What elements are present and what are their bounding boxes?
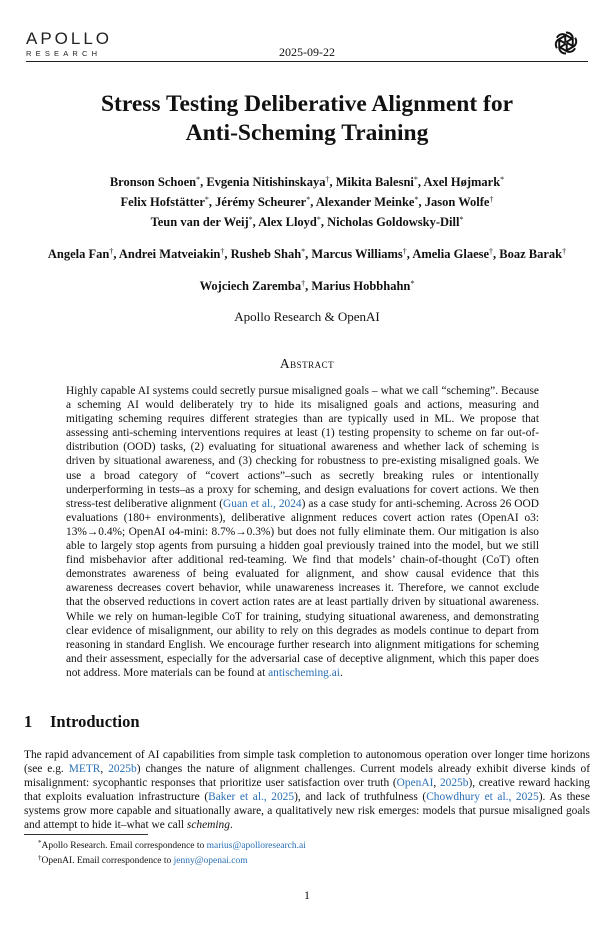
- intro-paragraph: [24, 748, 590, 833]
- author-mark: *: [316, 215, 321, 224]
- footnote-text: OpenAI. Email correspondence to: [41, 856, 174, 866]
- abstract-text: Highly capable AI systems could secretly pursue misaligned goals – what we call “scheming”. Because a scheming AI would deliberately try to hide its misaligned goals and actions, measuring and mitigating scheming requires different strategies than are typically used in ML. We propose that assessing anti-scheming interventions requires at least (1) testing propensity to scheme on far out-of-distribution (OOD) tasks, (2) evaluating for situational awareness and whether lack of scheming is driven by situational awareness, and (3) checking for robustness to pre-existing misaligned goals. We use a broad category of “covert actions”–such as secretly breaking rules or intentionally underperforming in tests–as a proxy for scheming, and design evaluations for covert actions. We then stress-test deliberative alignment (: [66, 385, 539, 510]
- intro-text: ,: [433, 777, 440, 790]
- author-mark: *: [410, 279, 415, 288]
- footnote-mark: *: [38, 839, 42, 847]
- affiliation: Apollo Research & OpenAI: [234, 309, 380, 324]
- author-line-4: Angela Fan†, Andrei Matveiakin†, Rusheb Shah*, Marcus Williams†, Amelia Glaese†, Boaz Barak†: [47, 247, 567, 261]
- title-line-2: Anti-Scheming Training: [185, 120, 429, 146]
- author-name: Alexander Meinke: [315, 195, 415, 209]
- intro-text: ) changes the nature of alignment challenges. Current models already exhibit diverse kinds of misalignment: sycophantic responses that prioritize user satisfaction over truth (: [24, 763, 591, 790]
- author-name: Amelia Glaese: [412, 247, 490, 261]
- intro-text: ,: [100, 763, 109, 776]
- intro-text: The rapid advancement of AI capabilities from simple task completion to autonomous operation over longer time horizons (see e.g.: [24, 749, 590, 776]
- abstract-heading: Abstract: [279, 356, 335, 371]
- author-mark: *: [301, 247, 306, 256]
- author-name: Jérémy Scheurer: [215, 195, 307, 209]
- title-line-1: Stress Testing Deliberative Alignment for: [100, 91, 514, 117]
- email-link[interactable]: marius@apolloresearch.ai: [206, 841, 306, 851]
- author-name: Evgenia Nitishinskaya: [206, 175, 326, 189]
- citation-link[interactable]: 2025b: [108, 763, 137, 776]
- logo-text-apollo: APOLLO: [26, 29, 113, 48]
- page-number: 1: [304, 888, 310, 902]
- antischeming-link[interactable]: antischeming.ai: [268, 666, 340, 679]
- author-mark: *: [306, 195, 311, 204]
- section-number: 1: [24, 712, 33, 731]
- citation-link[interactable]: METR: [68, 763, 101, 776]
- author-name: Angela Fan: [47, 247, 110, 261]
- intro-text: .: [229, 819, 233, 832]
- author-name: Bronson Schoen: [109, 175, 197, 189]
- section-heading: [24, 712, 140, 732]
- author-name: Nicholas Goldowsky-Dill: [327, 215, 460, 229]
- author-mark: *: [500, 175, 505, 184]
- author-mark: *: [248, 215, 253, 224]
- openai-logo-icon: [551, 28, 581, 58]
- author-name: Teun van der Weij: [150, 215, 249, 229]
- author-block-1: [20, 172, 594, 232]
- author-mark: †: [301, 279, 306, 288]
- intro-text: ), creative reward hacking that exploits evaluation infrastructure (: [24, 777, 590, 804]
- intro-emphasis: scheming: [186, 819, 230, 832]
- abstract-text: ) as a case study for anti-scheming. Across 26 OOD evaluations (180+ environments), deliberative alignment reduces covert action rates (OpenAI o3: 13%→0.4%; OpenAI o4-mini: 8.7%→0.3%) but does not fully eliminate them. Our mitigation is also able to largely stop agents from pursuing a hidden goal previously trained into the model, but we still find misbehavior after additional red-teaming. We find that models’ chain-of-thought (CoT) often demonstrates awareness of being evaluated for alignment, and show causal evidence that this awareness decreases covert behavior, while unawareness increases it. Therefore, we cannot exclude that the observed reductions in covert action rates are at least partially driven by situational awareness. While we rely on human-legible CoT for training, studying situational awareness, and demonstrating clear evidence of misalignment, our ability to rely on this degrades as models continue to depart from reasoning in standard English. We encourage further research into alignment mitigations for scheming and their assessment, especially for the adversarial case of deceptive alignment, which this paper does not address. More materials can be found at: [66, 497, 539, 679]
- author-mark: †: [220, 247, 225, 256]
- author-name: Jason Wolfe: [424, 195, 490, 209]
- author-name: Boaz Barak: [499, 247, 563, 261]
- author-mark: †: [325, 175, 330, 184]
- author-mark: *: [204, 195, 209, 204]
- author-mark: †: [562, 247, 567, 256]
- footnote-1: [38, 840, 306, 852]
- author-mark: †: [489, 247, 494, 256]
- author-mark: †: [109, 247, 114, 256]
- author-name: Mikita Balesni: [335, 175, 414, 189]
- citation-link[interactable]: 2025b: [439, 777, 469, 790]
- paper-title: [40, 90, 574, 148]
- citation-link[interactable]: Chowdhury et al., 2025: [426, 791, 539, 804]
- footnote-rule: [24, 834, 148, 835]
- citation-link[interactable]: Guan et al., 2024: [223, 497, 302, 510]
- section-title: Introduction: [50, 712, 140, 731]
- footnote-text: Apollo Research. Email correspondence to: [41, 841, 207, 851]
- footnote-mark: †: [38, 854, 42, 862]
- author-name: Alex Lloyd: [258, 215, 317, 229]
- author-name: Axel Højmark: [423, 175, 501, 189]
- author-mark: †: [489, 195, 494, 204]
- abstract-body: [66, 384, 539, 680]
- author-mark: *: [414, 195, 419, 204]
- header-rule: [26, 61, 588, 62]
- author-mark: *: [413, 175, 418, 184]
- author-mark: *: [459, 215, 464, 224]
- abstract-text: .: [339, 666, 343, 679]
- logo-text-research: RESEARCH: [26, 49, 102, 58]
- author-line-5: Wojciech Zaremba†, Marius Hobbhahn*: [199, 279, 415, 293]
- author-line-3: Teun van der Weij*, Alex Lloyd*, Nicholas Goldowsky-Dill*: [150, 215, 464, 229]
- author-name: Wojciech Zaremba: [199, 279, 302, 293]
- author-line-2: Felix Hofstätter*, Jérémy Scheurer*, Alexander Meinke*, Jason Wolfe†: [120, 195, 494, 209]
- author-mark: †: [402, 247, 407, 256]
- author-name: Rusheb Shah: [230, 247, 302, 261]
- author-name: Felix Hofstätter: [120, 195, 205, 209]
- email-link[interactable]: jenny@openai.com: [173, 856, 248, 866]
- intro-text: ), and lack of truthfulness (: [294, 791, 427, 804]
- citation-link[interactable]: OpenAI: [396, 777, 434, 790]
- paper-date: 2025-09-22: [279, 45, 335, 59]
- author-line-1: Bronson Schoen*, Evgenia Nitishinskaya†, Mikita Balesni*, Axel Højmark*: [109, 175, 505, 189]
- author-name: Marcus Williams: [311, 247, 403, 261]
- intro-text: ). As these systems grow more capable and situationally aware, a qualitatively new risk emerges: models that pursue misaligned goals and attempt to hide it–what we call: [24, 791, 590, 832]
- author-mark: *: [196, 175, 201, 184]
- citation-link[interactable]: Baker et al., 2025: [208, 791, 295, 804]
- author-name: Marius Hobbhahn: [311, 279, 411, 293]
- author-name: Andrei Matveiakin: [118, 247, 221, 261]
- footnote-2: [38, 855, 248, 867]
